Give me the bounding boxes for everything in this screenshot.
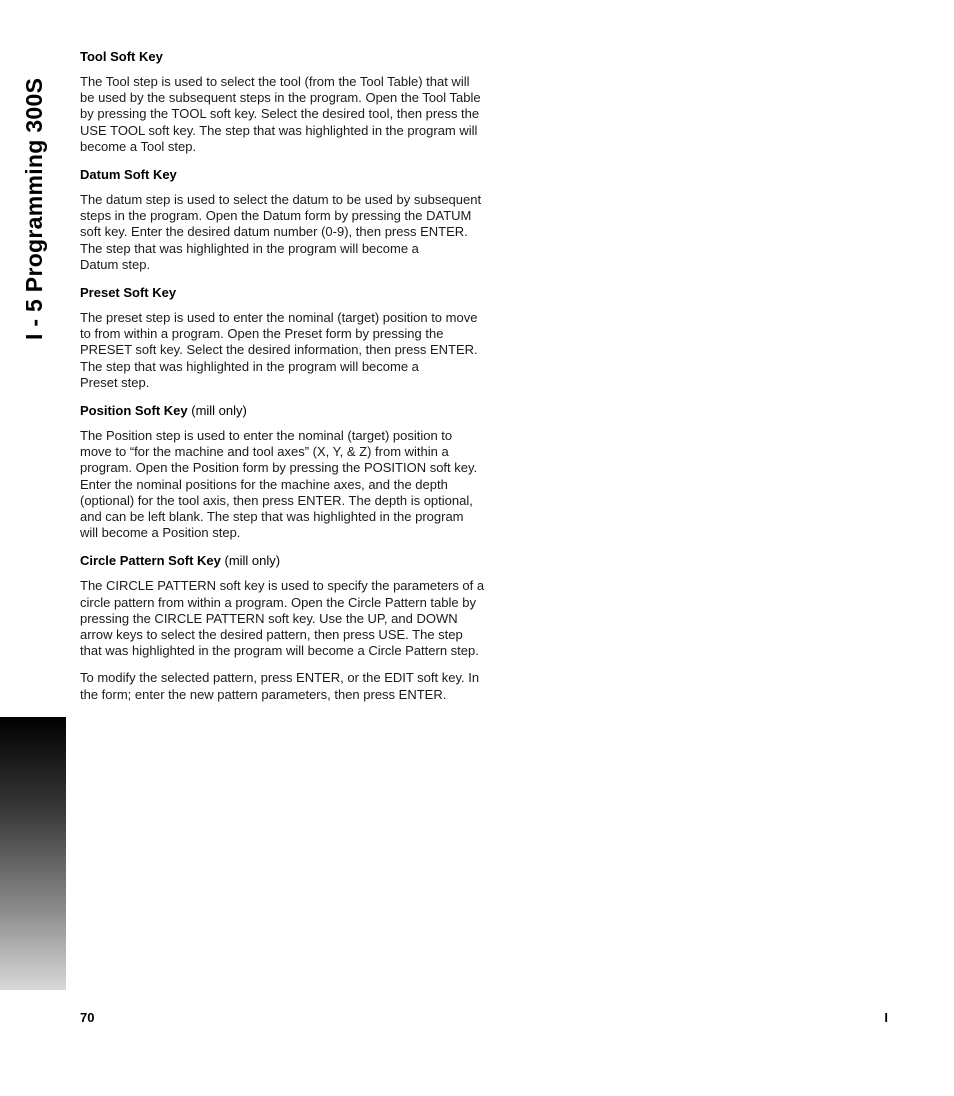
side-chapter-title-text: I - 5 Programming 300S [21, 77, 47, 340]
main-content [80, 48, 530, 714]
section-heading: Circle Pattern Soft Key (mill only) [80, 553, 281, 569]
section-heading: Preset Soft Key [80, 285, 177, 301]
section-circle-pattern-soft-key [80, 552, 530, 702]
section-tool-soft-key [80, 48, 530, 155]
section-preset-soft-key [80, 284, 530, 391]
section-heading: Tool Soft Key [80, 49, 163, 64]
section-paragraph: The Position step is used to enter the nominal (target) position to move to “for the machine and tool axes” (X, Y, & Z) from within a program. Open the Position form by pressing the POSITION soft key. Enter the nominal positions for the machine axes, and the depth (optional) for the tool axis, then press ENTER. The depth is optional, and can be left blank. The step that was highlighted in the program will become a Position step. [80, 428, 478, 541]
page-number: 70 [80, 1010, 95, 1025]
section-position-soft-key [80, 402, 530, 541]
section-paragraph: The CIRCLE PATTERN soft key is used to specify the parameters of a circle pattern from within a program. Open the Circle Pattern table by pressing the CIRCLE PATTERN soft key. Use the UP, and DOWN arrow keys to select the desired pattern, then press USE. The step that was highlighted in the program will become a Circle Pattern step. [80, 578, 485, 659]
section-paragraph: The Tool step is used to select the tool (from the Tool Table) that will be used by the subsequent steps in the program. Open the Tool Table by pressing the TOOL soft key. Select the desired tool, then press the USE TOOL soft key. The step that was highlighted in the program will become a Tool step. [80, 74, 481, 154]
side-tab-gradient [0, 717, 66, 990]
chapter-marker: I [884, 1010, 888, 1025]
section-paragraph: To modify the selected pattern, press ENTER, or the EDIT soft key. In the form; enter the new pattern parameters, then press ENTER. [80, 670, 480, 702]
section-paragraph: The preset step is used to enter the nominal (target) position to move to from within a program. Open the Preset form by pressing the PRESET soft key. Select the desired information, then press ENTER. The step that was highlighted in the program will become a Preset step. [80, 310, 478, 390]
section-paragraph: The datum step is used to select the datum to be used by subsequent steps in the program. Open the Datum form by pressing the DATUM soft key. Enter the desired datum number (0-9), then press ENTER. The step that was highlighted in the program will become a Datum step. [80, 192, 482, 272]
section-datum-soft-key [80, 166, 530, 273]
section-heading: Datum Soft Key [80, 167, 177, 183]
section-heading: Position Soft Key (mill only) [80, 403, 247, 419]
